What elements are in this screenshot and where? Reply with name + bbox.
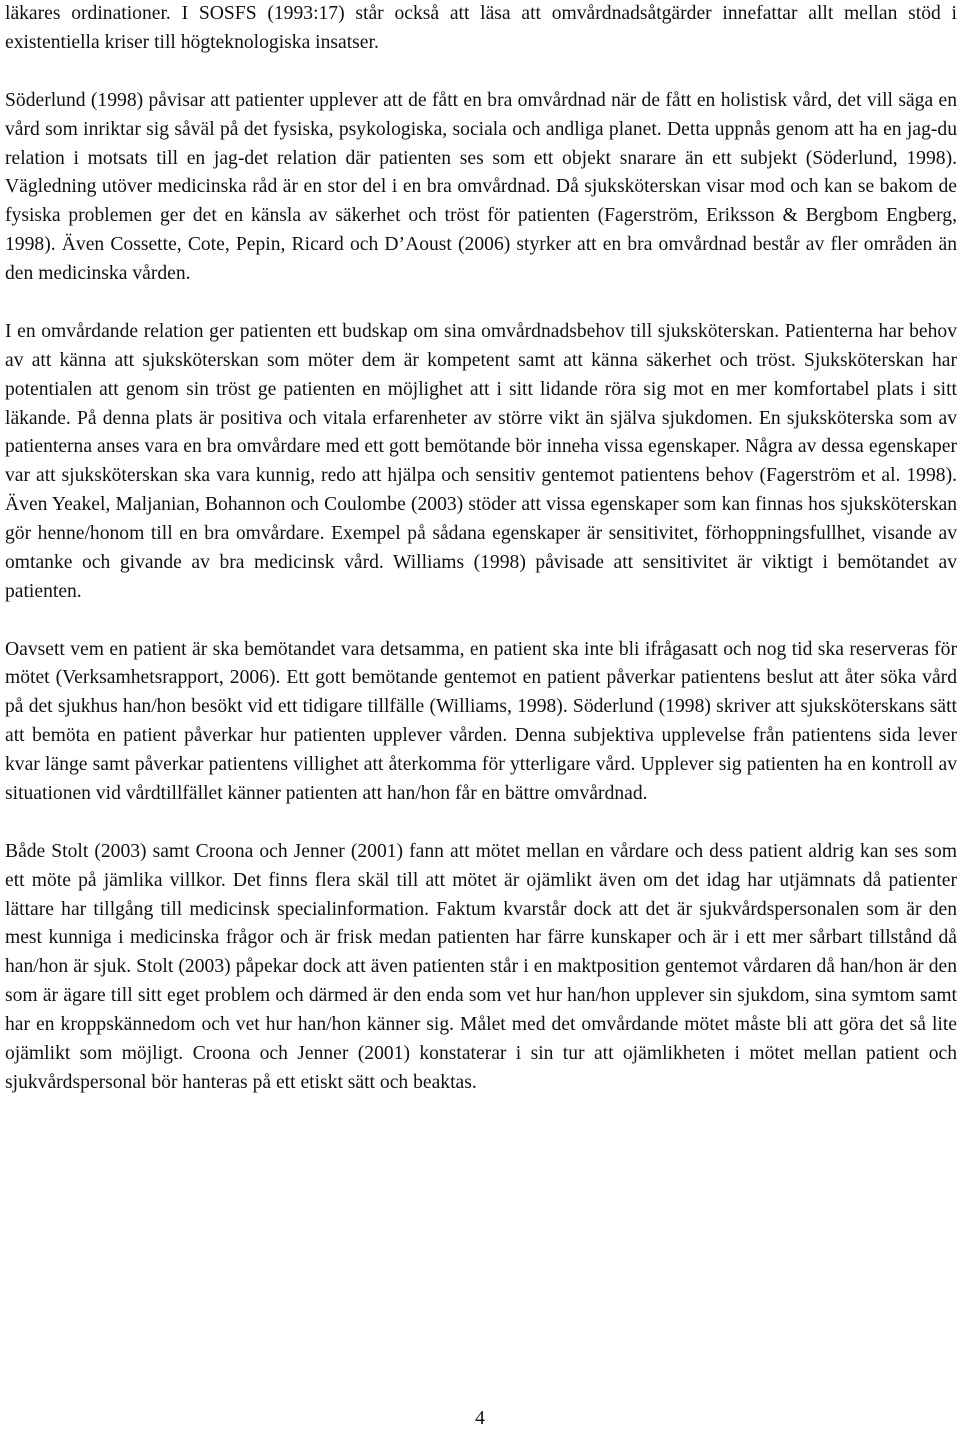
paragraph-2: Söderlund (1998) påvisar att patienter upplever att de fått en bra omvårdnad när de fått en holistisk vård, det vill säga en vård som inriktar sig såväl på det fysiska, psykologiska, sociala och andliga planet. Detta uppnås genom att ha en jag-du relation i motsats till en jag-det relation där patienten ses som ett objekt snarare än ett subjekt (Söderlund, 1998). Vägledning utöver medicinska råd är en stor del i en bra omvårdnad. Då sjuksköterskan visar mod och kan se bakom de fysiska problemen ger det en känsla av säkerhet och tröst för patienten (Fagerström, Eriksson & Bergbom Engberg, 1998). Även Cossette, Cote, Pepin, Ricard och D’Aoust (2006) styrker att en bra omvårdnad består av fler områden än den medicinska vården. xyxy=(5,89,957,284)
paragraph-3: I en omvårdande relation ger patienten ett budskap om sina omvårdnadsbehov till sjuksköterskan. Patienterna har behov av att känna att sjuksköterskan som möter dem är kompetent samt att känna säkerhet och tröst. Sjuksköterskan har potentialen att genom sin tröst ge patienten en möjlighet att i sitt lidande röra sig mot en mer komfortabel plats i sitt läkande. På denna plats är positiva och vitala erfarenheter av större vikt än själva sjukdomen. En sjuksköterska som av patienterna anses vara en bra omvårdare med ett gott bemötande bör inneha vissa egenskaper. Några av dessa egenskaper var att sjuksköterskan ska vara kunnig, redo att hjälpa och sensitiv gentemot patientens behov (Fagerström et al. 1998). Även Yeakel, Maljanian, Bohannon och Coulombe (2003) stöder att vissa egenskaper som kan finnas hos sjuksköterskan gör henne/honom till en bra omvårdare. Exempel på sådana egenskaper är sensitivitet, förhoppningsfullhet, visande av omtanke och givande av bra medicinsk vård. Williams (1998) påvisade att sensitivitet är viktigt i bemötandet av patienten. xyxy=(5,320,957,602)
paragraph-4: Oavsett vem en patient är ska bemötandet vara detsamma, en patient ska inte bli ifrågasatt och nog tid ska reserveras för mötet (Verksamhetsrapport, 2006). Ett gott bemötande gentemot en patient påverkar patientens beslut att åter söka vård på det sjukhus han/hon besökt vid ett tidigare tillfälle (Williams, 1998). Söderlund (1998) skriver att sjuksköterskans sätt att bemöta en patient påverkar hur patienten upplever vården. Denna subjektiva upplevelse från patientens sida lever kvar länge samt påverkar patientens villighet att återkomma för ytterligare vård. Upplever sig patienten ha en kontroll av situationen vid vårdtillfället känner patienten att han/hon får en bättre omvårdnad. xyxy=(5,638,957,804)
paragraph-1: läkares ordinationer. I SOSFS (1993:17) står också att läsa att omvårdnadsåtgärder innefattar allt mellan stöd i existentiella kriser till högteknologiska insatser. xyxy=(5,3,957,53)
page-number: 4 xyxy=(475,1408,485,1429)
paragraph-5: Både Stolt (2003) samt Croona och Jenner (2001) fann att mötet mellan en vårdare och dess patient aldrig kan ses som ett möte på jämlika villkor. Det finns flera skäl till att mötet är ojämlikt även om det idag har utjämnats då patienter lättare har tillgång till medicinsk specialinformation. Faktum kvarstår dock att det är sjukvårdspersonalen som är den mest kunniga i medicinska frågor och är frisk medan patienten har färre kunskaper och är i ett mer sårbart tillstånd då han/hon är sjuk. Stolt (2003) påpekar dock att även patienten står i en maktposition gentemot vårdaren då han/hon är den som är ägare till sitt eget problem och därmed är den enda som vet hur han/hon upplever sin sjukdom, sina symtom samt har en kroppskännedom och vet hur han/hon känner sig. Målet med det omvårdande mötet måste bli att göra det så lite ojämlikt som möjligt. Croona och Jenner (2001) konstaterar i sin tur att ojämlikheten i mötet mellan patient och sjukvårdspersonal bör hanteras på ett etiskt sätt och beaktas. xyxy=(5,840,957,1093)
document-page xyxy=(5,0,957,1127)
